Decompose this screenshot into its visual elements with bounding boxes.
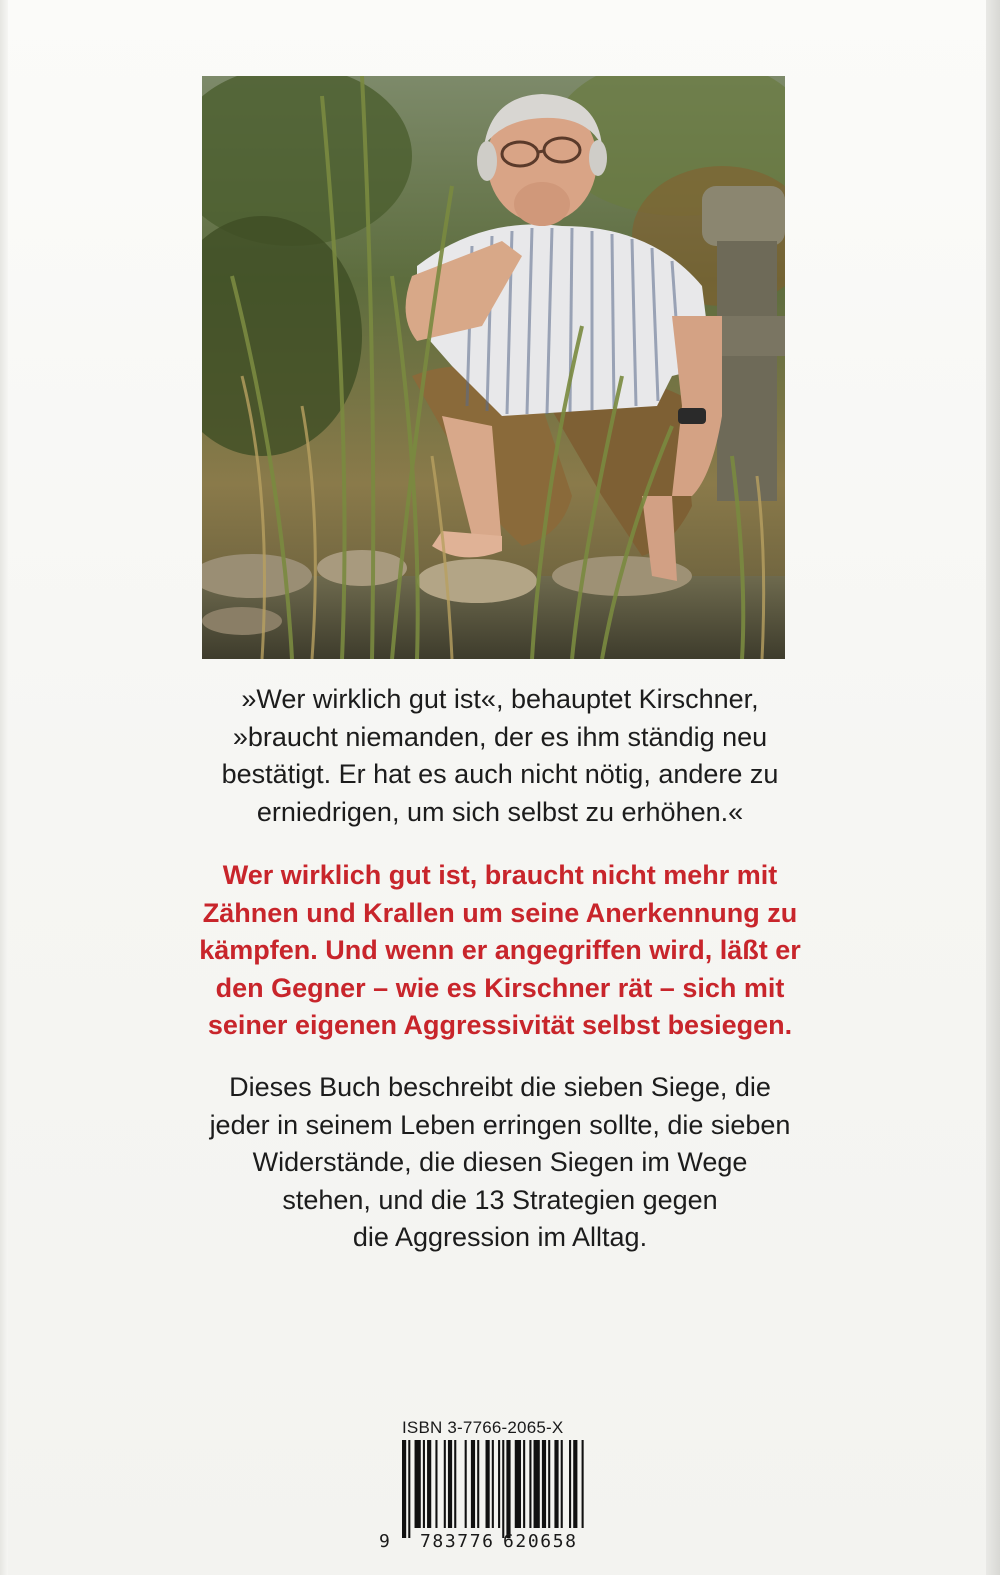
highlight-paragraph [120, 857, 880, 1045]
barcode-bar [569, 1440, 571, 1528]
barcode-digit-first: 9 [379, 1531, 390, 1552]
barcode-bar [427, 1440, 431, 1528]
barcode-bar [506, 1440, 510, 1538]
quote-line: »braucht niemanden, der es ihm ständig neu [232, 721, 768, 752]
barcode-bar [582, 1440, 584, 1528]
barcode-bar [534, 1440, 540, 1528]
barcode-bar [408, 1440, 410, 1538]
highlight-line: kämpfen. Und wenn er angegriffen wird, läßt er [199, 935, 801, 965]
highlight-line: Zähnen und Krallen um seine Anerkennung zu [202, 897, 798, 928]
barcode-bar [448, 1440, 452, 1528]
barcode-bar [515, 1440, 521, 1528]
barcode-bar [573, 1440, 577, 1528]
isbn-label: ISBN 3-7766-2065-X [402, 1418, 564, 1437]
cover-right-edge [986, 0, 1000, 1575]
description-line: Widerstände, die diesen Siegen im Wege [252, 1147, 748, 1177]
highlight-line: Wer wirklich gut ist, braucht nicht mehr mit [222, 860, 778, 890]
barcode-bar [502, 1440, 504, 1538]
barcode-bar [523, 1440, 525, 1528]
description-line: die Aggression im Alltag. [352, 1222, 648, 1252]
author-photo [202, 76, 785, 659]
barcode-bar [477, 1440, 479, 1528]
barcode-bar [402, 1440, 406, 1538]
quote-line: erniedrigen, um sich selbst zu erhöhen.« [256, 796, 744, 827]
barcode-bar [529, 1440, 531, 1528]
quote-line: »Wer wirklich gut ist«, behauptet Kirschner, [241, 684, 759, 714]
quote-paragraph [120, 681, 880, 831]
barcode-digits-right: 620658 [503, 1531, 578, 1552]
description-line: stehen, und die 13 Strategien gegen [282, 1184, 718, 1215]
barcode-bar [486, 1440, 490, 1528]
barcode-bar [548, 1440, 550, 1528]
author-photo-illustration [202, 76, 785, 659]
quote-line: bestätigt. Er hat es auch nicht nötig, andere zu [221, 759, 779, 789]
barcode-bar [415, 1440, 421, 1528]
barcode-bar [542, 1440, 546, 1528]
barcode-bar [492, 1440, 494, 1528]
barcode-bar [498, 1440, 500, 1528]
barcode-icon [398, 1440, 594, 1538]
barcode-bar [465, 1440, 467, 1528]
barcode-bar [561, 1440, 563, 1528]
barcode-bar [444, 1440, 446, 1528]
barcode-digits-left: 783776 [420, 1531, 495, 1552]
barcode-bar [423, 1440, 425, 1528]
description-line: Dieses Buch beschreibt die sieben Siege, die [229, 1072, 771, 1102]
cover-left-edge [0, 0, 8, 1575]
barcode-bar [554, 1440, 558, 1528]
barcode-bar [435, 1440, 437, 1528]
barcode-bar [471, 1440, 475, 1528]
highlight-line: seiner eigenen Aggressivität selbst besiegen. [207, 1010, 793, 1040]
description-line: jeder in seinem Leben erringen sollte, die sieben [209, 1109, 791, 1140]
description-paragraph [120, 1069, 880, 1257]
barcode-bar [454, 1440, 456, 1528]
highlight-line: den Gegner – wie es Kirschner rät – sich mit [215, 972, 785, 1003]
